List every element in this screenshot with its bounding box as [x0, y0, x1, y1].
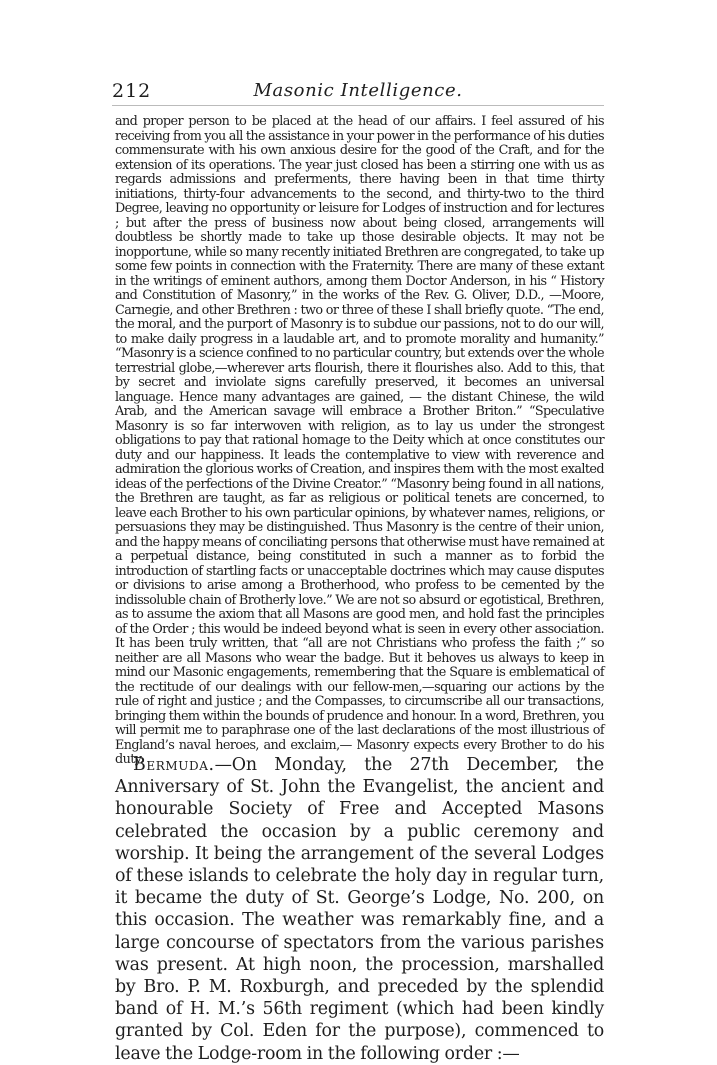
bermuda-heading: Bermuda. — [133, 755, 215, 775]
address-continuation — [115, 115, 604, 768]
page-number: 212 — [112, 80, 152, 102]
bermuda-report — [115, 754, 604, 1065]
header-rule — [112, 105, 604, 106]
bermuda-paragraph — [115, 754, 604, 1065]
address-paragraph: and proper person to be placed at the head of our affairs. I feel assured of his receiving from you all the assistance in your power in the performance of his duties commensurate with his own anxious desire for the good of the Craft, and for the extension of its operations. The year just closed has been a stirring one with us as regards admissions and preferments, there having been in that time thirty initiations, thirty-four advancements to the second, and thirty-two to the third Degree, leaving no opportunity or leisure for Lodges of instruction and for lectures ; but after the press of business now about being closed, arrangements will doubtless be shortly made to take up those desirable objects. It may not be inopportune, while so many recently initiated Brethren are congregated, to take up some few points in connection with the Fraternity. There are many of these extant in the writings of eminent authors, among them Doctor Anderson, in his “ History and Constitution of Masonry,” in the works of the Rev. G. Oliver, D.D., —Moore, Carnegie, and other Brethren : two or three of these I shall briefly quote. “The end, the moral, and the purport of Masonry is to subdue our passions, not to do our will, to make daily progress in a laudable art, and to promote morality and humanity.” “Masonry is a science confined to no particular country, but extends over the whole terrestrial globe,—wherever arts flourish, there it flourishes also. Add to this, that by secret and inviolate signs carefully preserved, it becomes an universal language. Hence many advantages are gained, — the distant Chinese, the wild Arab, and the American savage will embrace a Brother Briton.” “Speculative Masonry is so far interwoven with religion, as to lay us under the strongest obligations to pay that rational homage to the Deity which at once constitutes our duty and our happiness. It leads the contemplative to view with reverence and admiration the glorious works of Creation, and inspires them with the most exalted ideas of the perfections of the Divine Creator.” “Masonry being found in all nations, the Brethren are taught, as far as religious or political tenets are concerned, to leave each Brother to his own particular opinions, by whatever names, religions, or persuasions they may be distinguished. Thus Masonry is the centre of their union, and the happy means of conciliating persons that otherwise must have remained at a perpetual distance, being constituted in such a manner as to forbid the introduction of startling facts or unacceptable doctrines which may cause disputes or divisions to arise among a Brotherhood, who profess to be cemented by the indissoluble chain of Brotherly love.” We are not so absurd or egotistical, Brethren, as to assume the axiom that all Masons are good men, and hold fast the principles of the Order ; this would be indeed beyond what is seen in every other association. It has been truly written, that “all are not Christians who profess the faith ;” so neither are all Masons who wear the badge. But it behoves us always to keep in mind our Masonic engagements, remembering that the Square is emblematical of the rectitude of our dealings with our fellow-men,—squaring our actions by the rule of right and justice ; and the Compasses, to circumscribe all our transactions, bringing them within the bounds of prudence and honour. In a word, Brethren, you will permit me to paraphrase one of the last declarations of the most illustrious of England’s naval heroes, and exclaim,— Masonry expects every Brother to do his duty. — [115, 114, 604, 767]
running-head: Masonic Intelligence. — [253, 80, 463, 101]
bermuda-text: —On Monday, the 27th December, the Anniversary of St. John the Evangelist, the ancient and honourable Society of Free and Accepted Masons celebrated the occasion by a public ceremony and worship. It being the arrangement of the several Lodges of these islands to celebrate the holy day in regular turn, it became the duty of St. George’s Lodge, No. 200, on this occasion. The weather was remarkably fine, and a large concourse of spectators from the various parishes was present. At high noon, the procession, marshalled by Bro. P. M. Roxburgh, and preceded by the splendid band of H. M.’s 56th regiment (which had been kindly granted by Col. Eden for the purpose), commenced to leave the Lodge-room in the following order :— — [115, 755, 604, 1064]
page-header — [112, 80, 604, 104]
